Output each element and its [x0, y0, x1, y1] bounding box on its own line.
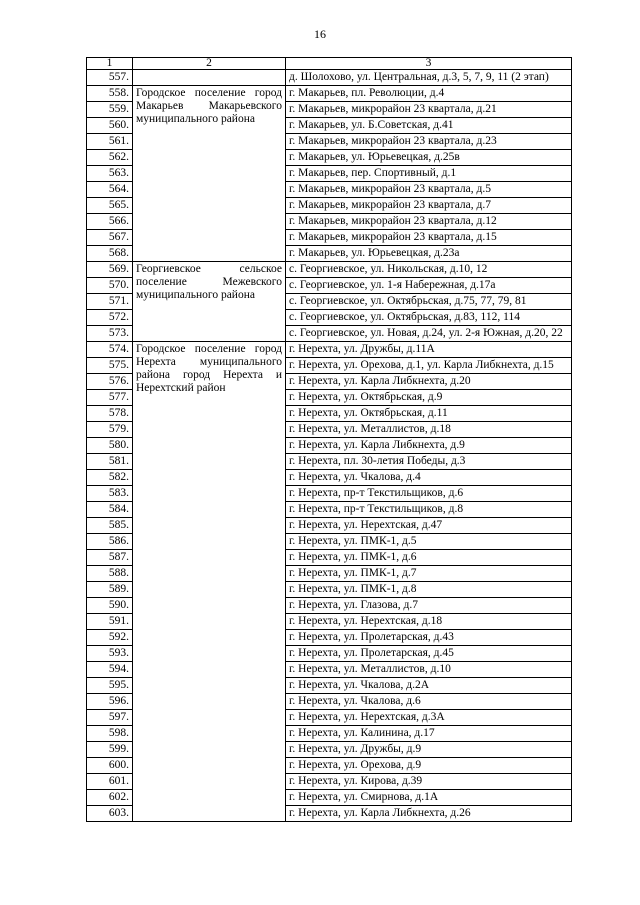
column-header-address: 3	[286, 58, 572, 70]
address-cell: с. Георгиевское, ул. Октябрьская, д.83, 112, 114	[286, 310, 572, 326]
row-number: 572.	[87, 310, 133, 326]
row-number: 571.	[87, 294, 133, 310]
table-row	[87, 86, 572, 102]
row-number: 559.	[87, 102, 133, 118]
address-cell: г. Нерехта, ул. Карла Либкнехта, д.9	[286, 438, 572, 454]
row-number: 602.	[87, 790, 133, 806]
row-number: 590.	[87, 598, 133, 614]
address-cell: г. Нерехта, ул. Октябрьская, д.9	[286, 390, 572, 406]
row-number: 566.	[87, 214, 133, 230]
address-cell: г. Нерехта, ул. ПМК-1, д.5	[286, 534, 572, 550]
address-cell: г. Нерехта, ул. Чкалова, д.6	[286, 694, 572, 710]
address-cell: с. Георгиевское, ул. Никольская, д.10, 12	[286, 262, 572, 278]
address-cell: г. Макарьев, микрорайон 23 квартала, д.5	[286, 182, 572, 198]
address-cell: г. Макарьев, ул. Юрьевецкая, д.25в	[286, 150, 572, 166]
row-number: 599.	[87, 742, 133, 758]
row-number: 580.	[87, 438, 133, 454]
row-number: 575.	[87, 358, 133, 374]
row-number: 563.	[87, 166, 133, 182]
address-cell: г. Нерехта, ул. Карла Либкнехта, д.20	[286, 374, 572, 390]
row-number: 573.	[87, 326, 133, 342]
row-number: 565.	[87, 198, 133, 214]
row-number: 593.	[87, 646, 133, 662]
address-cell: г. Макарьев, микрорайон 23 квартала, д.21	[286, 102, 572, 118]
row-number: 583.	[87, 486, 133, 502]
row-number: 574.	[87, 342, 133, 358]
row-number: 603.	[87, 806, 133, 822]
row-number: 564.	[87, 182, 133, 198]
row-number: 568.	[87, 246, 133, 262]
address-cell: г. Нерехта, ул. Глазова, д.7	[286, 598, 572, 614]
table-header-row	[87, 58, 572, 70]
row-number: 581.	[87, 454, 133, 470]
row-number: 585.	[87, 518, 133, 534]
row-number: 557.	[87, 70, 133, 86]
row-number: 560.	[87, 118, 133, 134]
row-number: 576.	[87, 374, 133, 390]
table-row	[87, 342, 572, 358]
row-number: 584.	[87, 502, 133, 518]
address-cell: г. Нерехта, ул. Октябрьская, д.11	[286, 406, 572, 422]
address-cell: г. Нерехта, пл. 30-летия Победы, д.3	[286, 454, 572, 470]
address-cell: г. Нерехта, ул. Металлистов, д.10	[286, 662, 572, 678]
address-cell: г. Нерехта, ул. Пролетарская, д.43	[286, 630, 572, 646]
address-cell: г. Нерехта, ул. Чкалова, д.4	[286, 470, 572, 486]
row-number: 567.	[87, 230, 133, 246]
municipality-cell: Городское поселение город Нерехта муниципального района город Нерехта и Нерехтский район	[133, 342, 286, 822]
address-cell: г. Нерехта, ул. Орехова, д.1, ул. Карла Либкнехта, д.15	[286, 358, 572, 374]
address-cell: с. Георгиевское, ул. Новая, д.24, ул. 2-я Южная, д.20, 22	[286, 326, 572, 342]
address-cell: г. Нерехта, ул. Чкалова, д.2А	[286, 678, 572, 694]
address-cell: г. Нерехта, ул. Нерехтская, д.3А	[286, 710, 572, 726]
address-cell: г. Макарьев, микрорайон 23 квартала, д.12	[286, 214, 572, 230]
row-number: 596.	[87, 694, 133, 710]
address-cell: г. Нерехта, пр-т Текстильщиков, д.8	[286, 502, 572, 518]
address-cell: г. Макарьев, пер. Спортивный, д.1	[286, 166, 572, 182]
row-number: 569.	[87, 262, 133, 278]
address-cell: г. Нерехта, ул. Металлистов, д.18	[286, 422, 572, 438]
row-number: 589.	[87, 582, 133, 598]
address-cell: с. Георгиевское, ул. Октябрьская, д.75, 77, 79, 81	[286, 294, 572, 310]
address-cell: г. Макарьев, микрорайон 23 квартала, д.23	[286, 134, 572, 150]
row-number: 561.	[87, 134, 133, 150]
address-register-table	[86, 57, 572, 822]
row-number: 558.	[87, 86, 133, 102]
row-number: 597.	[87, 710, 133, 726]
address-cell: г. Макарьев, микрорайон 23 квартала, д.15	[286, 230, 572, 246]
row-number: 592.	[87, 630, 133, 646]
address-cell: г. Макарьев, ул. Юрьевецкая, д.23а	[286, 246, 572, 262]
address-cell: г. Нерехта, ул. Калинина, д.17	[286, 726, 572, 742]
address-cell: г. Нерехта, ул. Дружбы, д.11А	[286, 342, 572, 358]
row-number: 595.	[87, 678, 133, 694]
address-cell: г. Нерехта, пр-т Текстильщиков, д.6	[286, 486, 572, 502]
address-cell: г. Нерехта, ул. Орехова, д.9	[286, 758, 572, 774]
row-number: 586.	[87, 534, 133, 550]
table-row	[87, 70, 572, 86]
address-cell: г. Нерехта, ул. ПМК-1, д.7	[286, 566, 572, 582]
row-number: 578.	[87, 406, 133, 422]
row-number: 598.	[87, 726, 133, 742]
row-number: 579.	[87, 422, 133, 438]
row-number: 588.	[87, 566, 133, 582]
row-number: 570.	[87, 278, 133, 294]
page-number: 16	[314, 27, 326, 41]
municipality-cell	[133, 70, 286, 86]
row-number: 577.	[87, 390, 133, 406]
row-number: 601.	[87, 774, 133, 790]
row-number: 587.	[87, 550, 133, 566]
column-header-municipality: 2	[133, 58, 286, 70]
row-number: 591.	[87, 614, 133, 630]
address-cell: г. Нерехта, ул. Кирова, д.39	[286, 774, 572, 790]
row-number: 600.	[87, 758, 133, 774]
address-cell: г. Нерехта, ул. Карла Либкнехта, д.26	[286, 806, 572, 822]
address-cell: г. Нерехта, ул. Пролетарская, д.45	[286, 646, 572, 662]
address-cell: г. Нерехта, ул. Нерехтская, д.18	[286, 614, 572, 630]
address-cell: г. Нерехта, ул. Дружбы, д.9	[286, 742, 572, 758]
row-number: 562.	[87, 150, 133, 166]
table-row	[87, 262, 572, 278]
address-cell: г. Нерехта, ул. ПМК-1, д.6	[286, 550, 572, 566]
address-cell: г. Макарьев, ул. Б.Советская, д.41	[286, 118, 572, 134]
address-cell: г. Макарьев, микрорайон 23 квартала, д.7	[286, 198, 572, 214]
address-cell: г. Нерехта, ул. Нерехтская, д.47	[286, 518, 572, 534]
row-number: 582.	[87, 470, 133, 486]
address-cell: д. Шолохово, ул. Центральная, д.3, 5, 7, 9, 11 (2 этап)	[286, 70, 572, 86]
table-body	[87, 70, 572, 822]
address-cell: с. Георгиевское, ул. 1-я Набережная, д.17а	[286, 278, 572, 294]
municipality-cell: Городское поселение город Макарьев Макарьевского муниципального района	[133, 86, 286, 262]
municipality-cell: Георгиевское сельское поселение Межевского муниципального района	[133, 262, 286, 342]
address-cell: г. Нерехта, ул. ПМК-1, д.8	[286, 582, 572, 598]
address-cell: г. Нерехта, ул. Смирнова, д.1А	[286, 790, 572, 806]
address-cell: г. Макарьев, пл. Революции, д.4	[286, 86, 572, 102]
column-header-number: 1	[87, 58, 133, 70]
row-number: 594.	[87, 662, 133, 678]
